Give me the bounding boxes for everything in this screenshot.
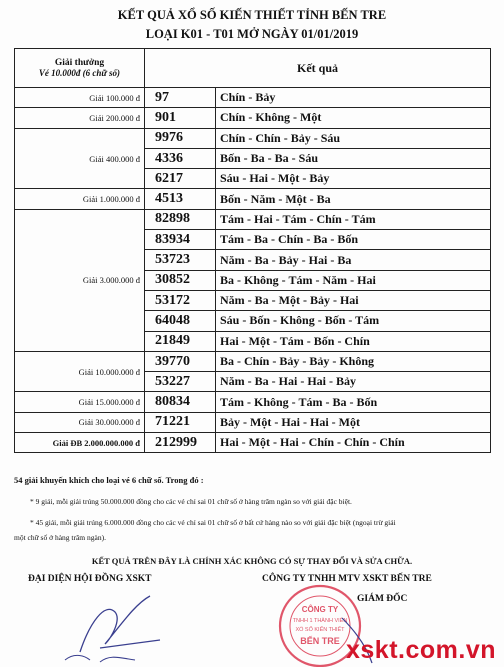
winning-number: 71221	[145, 412, 216, 432]
winning-number: 9976	[145, 128, 216, 148]
winning-number: 30852	[145, 270, 216, 290]
table-row	[15, 189, 491, 209]
winning-number: 83934	[145, 230, 216, 250]
winning-number: 97	[145, 88, 216, 108]
table-row	[15, 128, 491, 148]
number-in-words: Ba - Không - Tám - Năm - Hai	[216, 270, 491, 290]
table-row	[15, 88, 491, 108]
director-title: GIÁM ĐỐC	[357, 594, 408, 604]
winning-number: 80834	[145, 392, 216, 412]
number-in-words: Chín - Chín - Bảy - Sáu	[216, 128, 491, 148]
number-in-words: Chín - Bảy	[216, 88, 491, 108]
prize-label-100k: Giải 100.000 đ	[15, 88, 145, 108]
number-in-words: Bốn - Ba - Ba - Sáu	[216, 148, 491, 168]
results-table	[14, 48, 491, 453]
winning-number: 53723	[145, 250, 216, 270]
winning-number-special: 212999	[145, 433, 216, 453]
handwritten-signature-left	[60, 582, 180, 664]
number-in-words: Sáu - Hai - Một - Bảy	[216, 169, 491, 189]
table-row	[15, 433, 491, 453]
company-signature-label: CÔNG TY TNHH MTV XSKT BẾN TRE	[262, 574, 432, 584]
prize-column-subtitle: Vé 10.000đ (6 chữ số)	[38, 68, 121, 78]
number-in-words: Hai - Một - Tám - Bốn - Chín	[216, 331, 491, 351]
svg-text:XỔ SỐ KIẾN THIẾT: XỔ SỐ KIẾN THIẾT	[295, 627, 345, 633]
consolation-note-2-cont: một chữ số ở hàng trăm ngàn).	[14, 533, 106, 542]
winning-number: 53227	[145, 372, 216, 392]
prize-label-1m: Giải 1.000.000 đ	[15, 189, 145, 209]
sheet-title: KẾT QUẢ XỔ SỐ KIẾN THIẾT TỈNH BẾN TRE	[117, 8, 387, 22]
brand-watermark[interactable]: xskt.com.vn	[345, 636, 496, 664]
table-row	[15, 108, 491, 128]
number-in-words: Năm - Ba - Hai - Hai - Bảy	[216, 372, 491, 392]
prize-label-30m: Giải 30.000.000 đ	[15, 412, 145, 432]
consolation-note-2: * 45 giải, mỗi giải trúng 6.000.000 đồng cho các vé chỉ sai 01 chữ số ở bất cứ hàng nào so với giải đặc biệt (ngoại trừ giải	[30, 518, 396, 527]
table-row	[15, 209, 491, 229]
number-in-words: Tám - Không - Tám - Ba - Bốn	[216, 392, 491, 412]
winning-number: 4513	[145, 189, 216, 209]
number-in-words: Tám - Ba - Chín - Ba - Bốn	[216, 230, 491, 250]
table-row	[15, 351, 491, 371]
number-in-words: Tám - Hai - Tám - Chín - Tám	[216, 209, 491, 229]
winning-number: 82898	[145, 209, 216, 229]
number-in-words: Chín - Không - Một	[216, 108, 491, 128]
winning-number: 64048	[145, 311, 216, 331]
svg-text:BẾN TRE: BẾN TRE	[300, 636, 340, 646]
table-row	[15, 392, 491, 412]
prize-label-3m: Giải 3.000.000 đ	[15, 209, 145, 351]
result-column-header: Kết quả	[145, 49, 491, 88]
number-in-words: Hai - Một - Hai - Chín - Chín - Chín	[216, 433, 491, 453]
winning-number: 6217	[145, 169, 216, 189]
number-in-words: Ba - Chín - Bảy - Bảy - Không	[216, 351, 491, 371]
winning-number: 901	[145, 108, 216, 128]
consolation-heading: 54 giải khuyến khích cho loại vé 6 chữ số. Trong đó :	[14, 475, 204, 485]
table-row	[15, 412, 491, 432]
number-in-words: Năm - Ba - Một - Bảy - Hai	[216, 290, 491, 310]
svg-text:TNHH 1 THÀNH VIÊN: TNHH 1 THÀNH VIÊN	[292, 618, 348, 624]
table-header-row	[15, 49, 491, 88]
number-in-words: Bốn - Năm - Một - Ba	[216, 189, 491, 209]
verification-statement: KẾT QUẢ TRÊN ĐÂY LÀ CHÍNH XÁC KHÔNG CÓ SỰ THAY ĐỔI VÀ SỬA CHỮA.	[91, 556, 413, 566]
prize-label-10m: Giải 10.000.000 đ	[15, 351, 145, 392]
prize-label-15m: Giải 15.000.000 đ	[15, 392, 145, 412]
winning-number: 53172	[145, 290, 216, 310]
sheet-subtitle: LOẠI K01 - T01 MỞ NGÀY 01/01/2019	[145, 27, 359, 41]
number-in-words: Sáu - Bốn - Không - Bốn - Tám	[216, 311, 491, 331]
winning-number: 4336	[145, 148, 216, 168]
consolation-note-1: * 9 giải, mỗi giải trúng 50.000.000 đồng cho các vé chỉ sai 01 chữ số ở hàng trăm ngàn so với giải đặc biệt.	[30, 497, 352, 506]
prize-column-header	[15, 49, 145, 88]
number-in-words: Năm - Ba - Bảy - Hai - Ba	[216, 250, 491, 270]
prize-column-title: Giải thưởng	[54, 58, 105, 68]
prize-label-200k: Giải 200.000 đ	[15, 108, 145, 128]
winning-number: 21849	[145, 331, 216, 351]
prize-label-special: Giải ĐB 2.000.000.000 đ	[15, 433, 145, 453]
prize-label-400k: Giải 400.000 đ	[15, 128, 145, 189]
winning-number: 39770	[145, 351, 216, 371]
council-signature-label: ĐẠI DIỆN HỘI ĐỒNG XSKT	[28, 574, 152, 584]
number-in-words: Bảy - Một - Hai - Hai - Một	[216, 412, 491, 432]
svg-text:CÔNG TY: CÔNG TY	[301, 605, 339, 614]
